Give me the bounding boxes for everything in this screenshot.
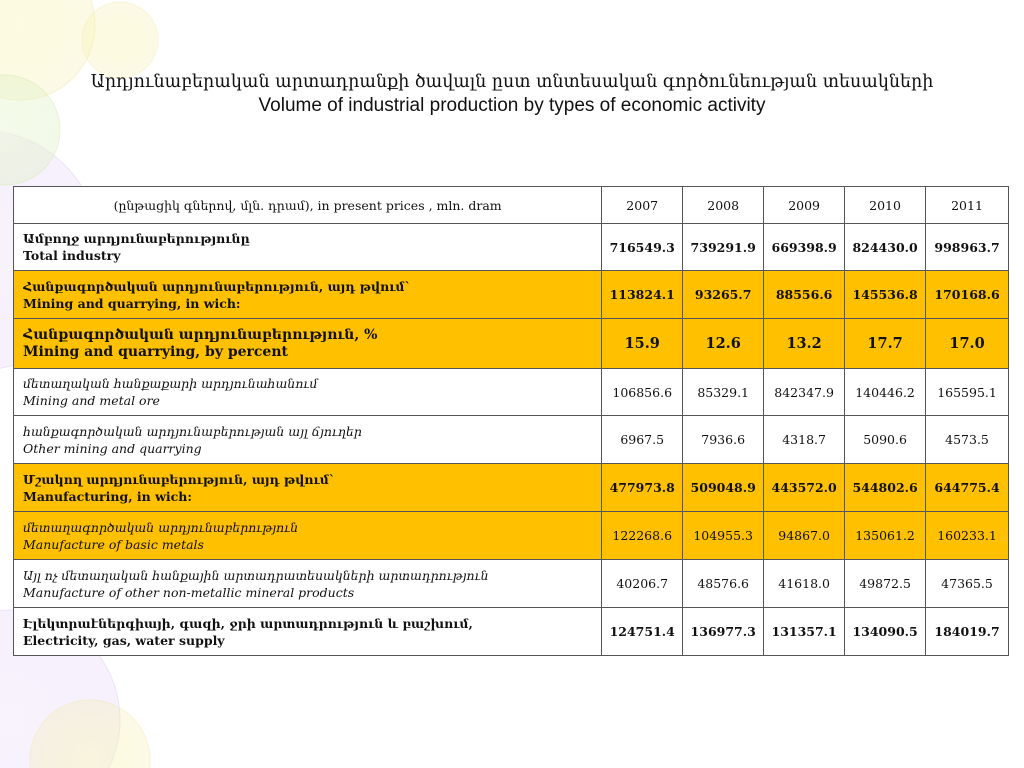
header-year-2007: 2007: [602, 187, 683, 224]
cell-value-2007: 122268.6: [602, 512, 683, 560]
row-label-english: Electricity, gas, water supply: [23, 632, 225, 648]
row-label: [14, 464, 602, 512]
row-label-armenian: Հանքագործական արդյունաբերություն, %: [23, 326, 378, 343]
title-armenian: Արդյունաբերական արտադրանքի ծավալն ըստ տնտեսական գործունեության տեսակների: [90, 72, 934, 92]
cell-value-2011: 998963.7: [926, 224, 1009, 271]
cell-value-2008: 85329.1: [683, 369, 764, 416]
table-row: [14, 369, 1009, 416]
row-label-armenian: մետաղական հանքաքարի արդյունահանում: [23, 376, 318, 391]
cell-value-2009: 13.2: [764, 319, 845, 369]
header-year-2010: 2010: [845, 187, 926, 224]
cell-value-2011: 160233.1: [926, 512, 1009, 560]
table-row: [14, 271, 1009, 319]
cell-value-2011: 184019.7: [926, 608, 1009, 656]
row-label-armenian: մետաղագործական արդյունաբերություն: [23, 519, 299, 535]
cell-value-2010: 544802.6: [845, 464, 926, 512]
row-label-english: Mining and quarrying, in wich:: [23, 295, 241, 311]
row-label: [14, 512, 602, 560]
cell-value-2008: 48576.6: [683, 560, 764, 608]
row-label-english: Total industry: [23, 248, 121, 263]
cell-value-2008: 7936.6: [683, 416, 764, 464]
row-label-armenian: հանքագործական արդյունաբերության այլ ճյուղեր: [23, 423, 362, 439]
cell-value-2010: 140446.2: [845, 369, 926, 416]
title-english: Volume of industrial production by types of economic activity: [258, 95, 766, 116]
title-block: [0, 70, 1024, 118]
row-label-english: Mining and quarrying, by percent: [23, 343, 288, 360]
table-row: [14, 319, 1009, 369]
cell-value-2007: 40206.7: [602, 560, 683, 608]
cell-value-2007: 477973.8: [602, 464, 683, 512]
row-label: [14, 224, 602, 271]
cell-value-2010: 17.7: [845, 319, 926, 369]
row-label: [14, 369, 602, 416]
cell-value-2010: 49872.5: [845, 560, 926, 608]
row-label-armenian: Այլ ոչ մետաղական հանքային արտադրատեսակների արտադրություն: [23, 567, 489, 583]
table-row: [14, 224, 1009, 271]
cell-value-2009: 131357.1: [764, 608, 845, 656]
table-row: [14, 608, 1009, 656]
row-label: [14, 608, 602, 656]
row-label: [14, 560, 602, 608]
header-year-2008: 2008: [683, 187, 764, 224]
header-units-label: (ընթացիկ գներով, մլն. դրամ), in present prices , mln. dram: [14, 187, 602, 224]
row-label-armenian: Մշակող արդյունաբերություն, այդ թվում`: [23, 471, 335, 487]
cell-value-2009: 88556.6: [764, 271, 845, 319]
row-label: [14, 319, 602, 369]
row-label-english: Manufacturing, in wich:: [23, 488, 192, 504]
row-label-english: Manufacture of basic metals: [23, 536, 204, 552]
cell-value-2011: 17.0: [926, 319, 1009, 369]
cell-value-2007: 106856.6: [602, 369, 683, 416]
cell-value-2009: 4318.7: [764, 416, 845, 464]
table-header-row: [14, 187, 1009, 224]
cell-value-2008: 12.6: [683, 319, 764, 369]
cell-value-2010: 145536.8: [845, 271, 926, 319]
cell-value-2009: 443572.0: [764, 464, 845, 512]
row-label-english: Manufacture of other non-metallic mineral products: [23, 584, 355, 600]
row-label: [14, 416, 602, 464]
cell-value-2008: 93265.7: [683, 271, 764, 319]
header-year-2009: 2009: [764, 187, 845, 224]
row-label-armenian: Էլեկտրաէներգիայի, գազի, ջրի արտադրություն և բաշխում,: [23, 615, 473, 631]
cell-value-2010: 134090.5: [845, 608, 926, 656]
cell-value-2011: 4573.5: [926, 416, 1009, 464]
cell-value-2008: 739291.9: [683, 224, 764, 271]
table-row: [14, 464, 1009, 512]
header-year-2011: 2011: [926, 187, 1009, 224]
table-row: [14, 512, 1009, 560]
cell-value-2009: 41618.0: [764, 560, 845, 608]
table-row: [14, 416, 1009, 464]
cell-value-2007: 113824.1: [602, 271, 683, 319]
cell-value-2007: 716549.3: [602, 224, 683, 271]
cell-value-2009: 842347.9: [764, 369, 845, 416]
cell-value-2011: 165595.1: [926, 369, 1009, 416]
cell-value-2008: 509048.9: [683, 464, 764, 512]
cell-value-2009: 669398.9: [764, 224, 845, 271]
cell-value-2010: 135061.2: [845, 512, 926, 560]
bubble-yellow-small: [82, 2, 158, 78]
row-label-english: Mining and metal ore: [23, 393, 160, 408]
cell-value-2007: 6967.5: [602, 416, 683, 464]
cell-value-2009: 94867.0: [764, 512, 845, 560]
row-label: [14, 271, 602, 319]
industry-table: [13, 186, 1009, 656]
row-label-armenian: Հանքագործական արդյունաբերություն, այդ թվում`: [23, 278, 411, 294]
cell-value-2011: 644775.4: [926, 464, 1009, 512]
cell-value-2008: 104955.3: [683, 512, 764, 560]
row-label-armenian: Ամբողջ արդյունաբերությունը: [23, 231, 250, 246]
cell-value-2011: 47365.5: [926, 560, 1009, 608]
cell-value-2011: 170168.6: [926, 271, 1009, 319]
table-row: [14, 560, 1009, 608]
row-label-english: Other mining and quarrying: [23, 440, 202, 456]
cell-value-2010: 5090.6: [845, 416, 926, 464]
cell-value-2010: 824430.0: [845, 224, 926, 271]
cell-value-2007: 124751.4: [602, 608, 683, 656]
cell-value-2007: 15.9: [602, 319, 683, 369]
cell-value-2008: 136977.3: [683, 608, 764, 656]
